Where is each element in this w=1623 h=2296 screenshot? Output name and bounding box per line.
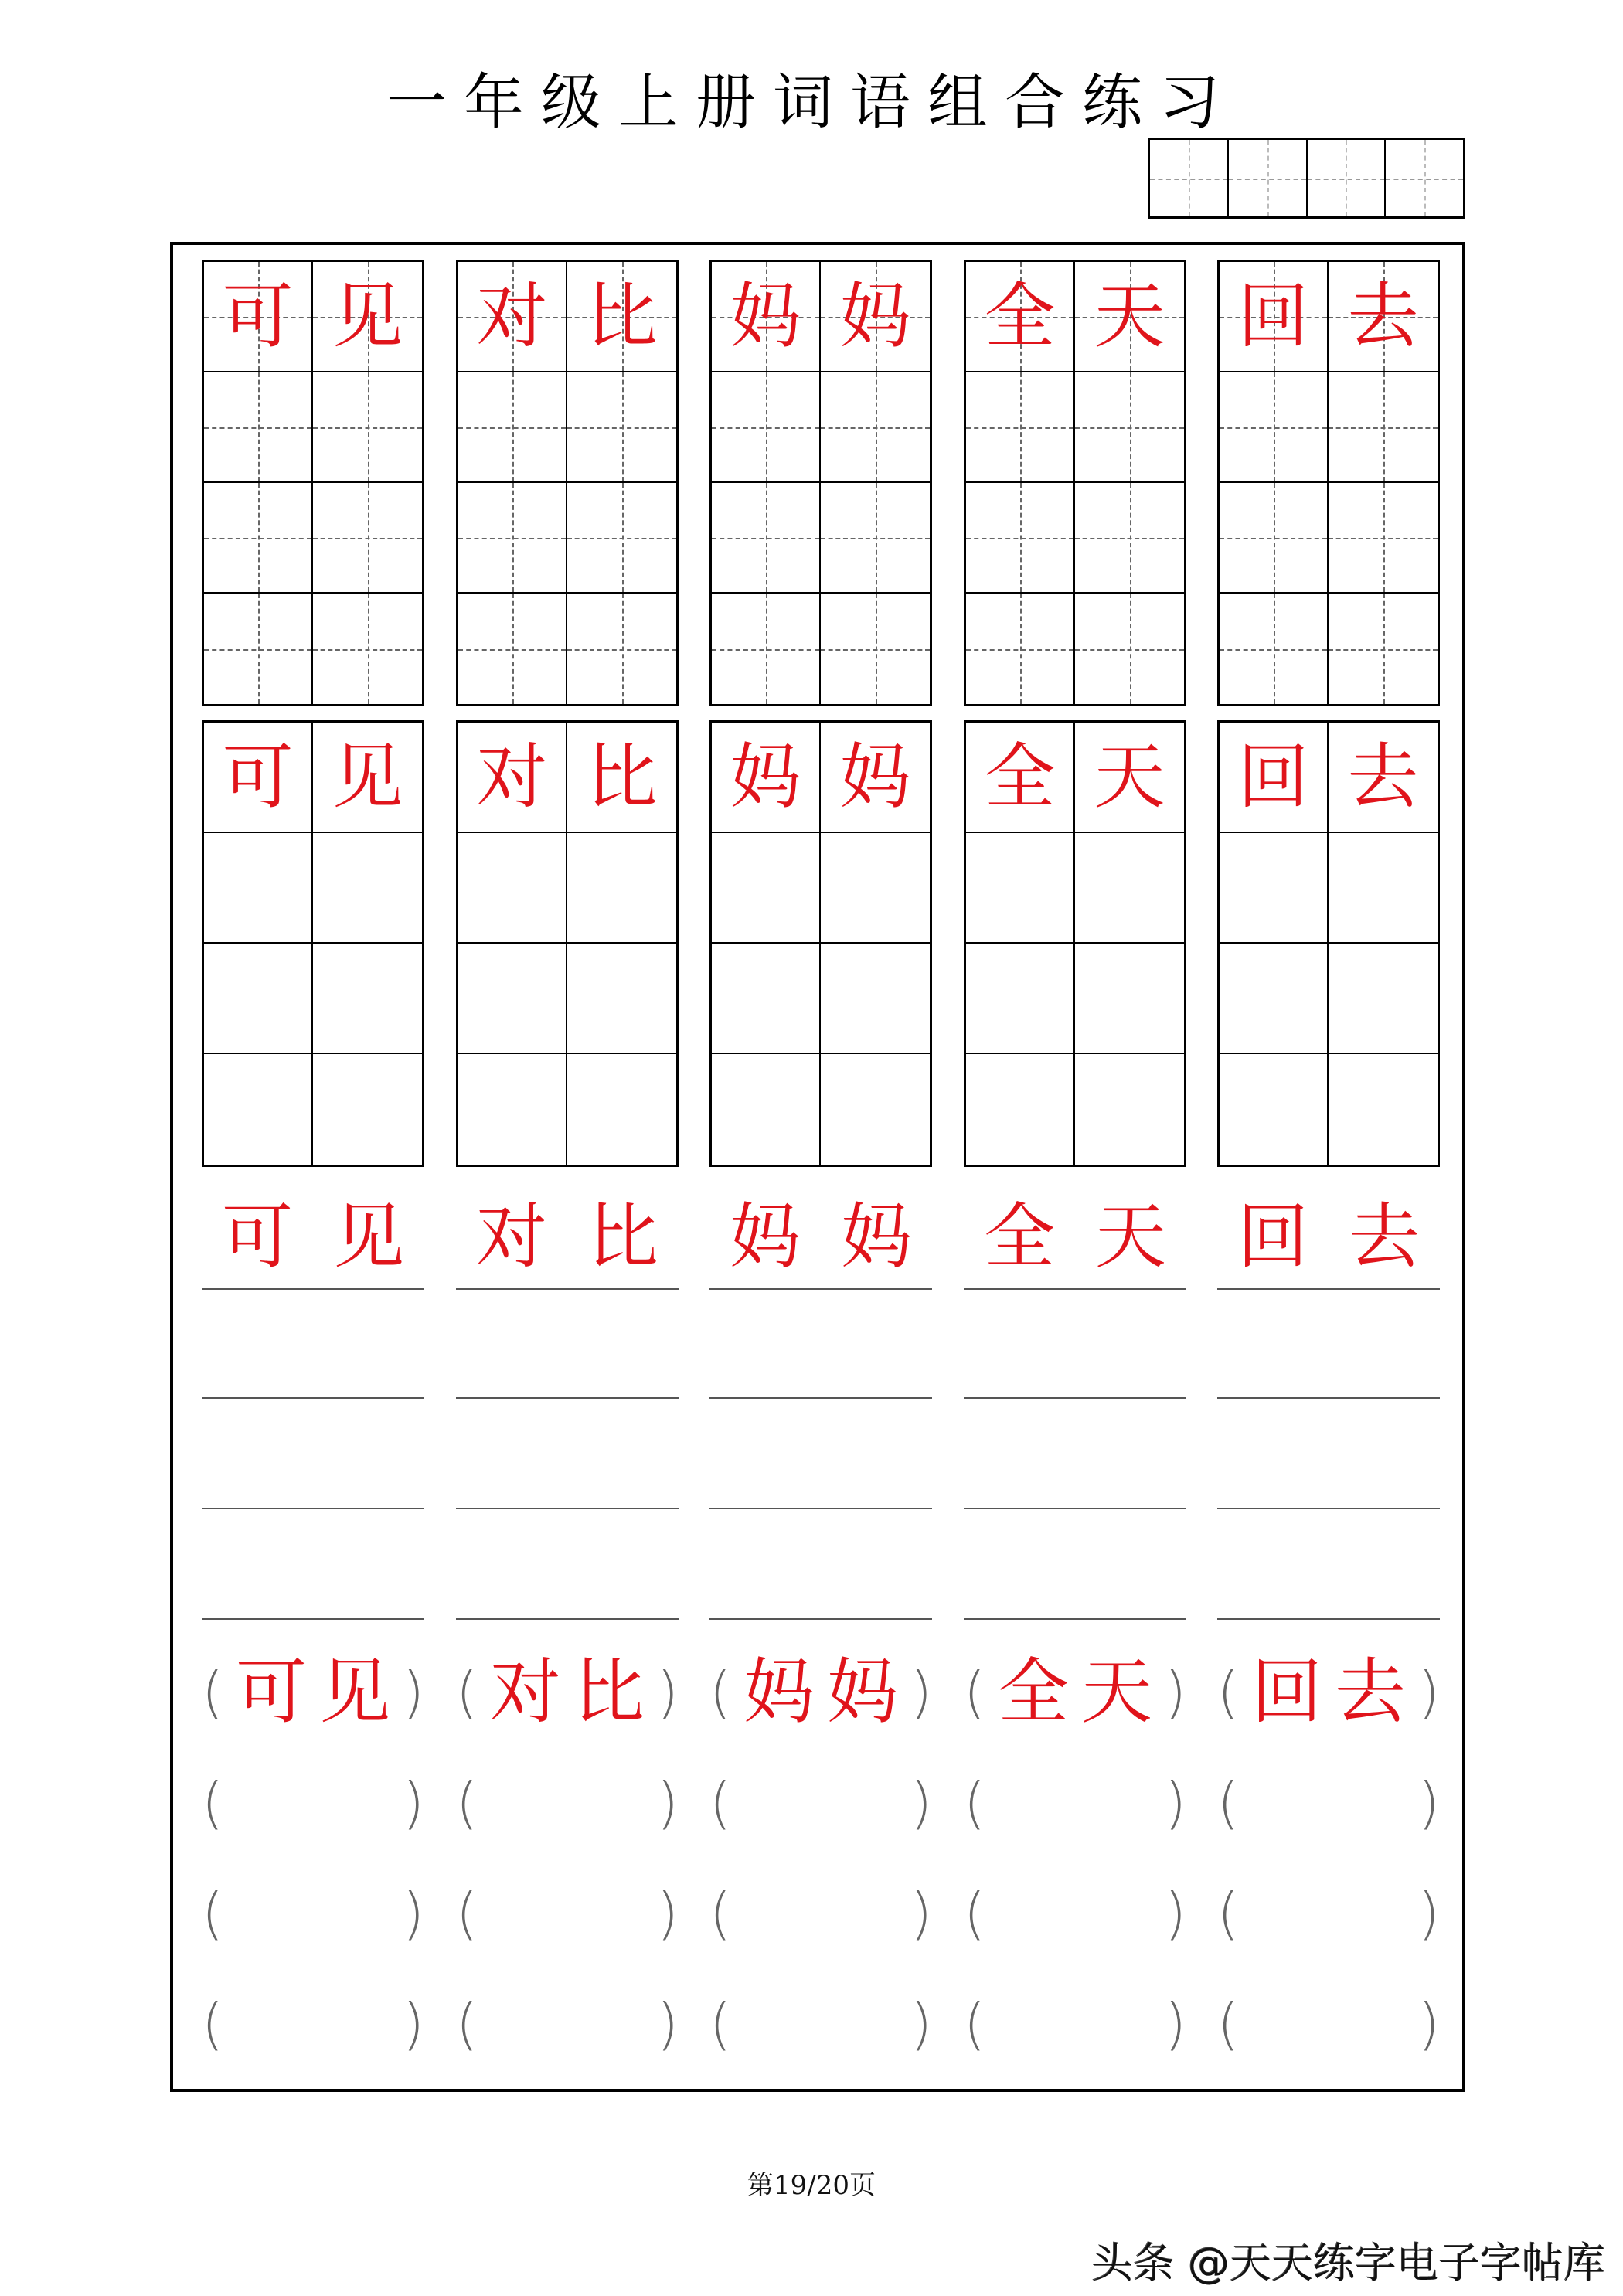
trace-character: 妈 (730, 274, 801, 358)
grid-cell (313, 723, 422, 833)
open-paren: ( (964, 1881, 986, 1946)
tianzige-grid (1217, 260, 1440, 706)
trace-character: 比 (587, 1196, 658, 1278)
grid-cell (204, 262, 313, 372)
model-paren-word (456, 1651, 679, 1733)
trace-character: 比 (586, 274, 658, 358)
grid-cell[interactable] (313, 944, 422, 1054)
open-paren: ( (709, 1992, 732, 2056)
watermark: 头条 @天天练字电子字帖库 (1091, 2239, 1606, 2287)
trace-character: 去 (1334, 1651, 1406, 1733)
model-word (964, 1196, 1186, 1278)
close-paren: ) (1164, 1881, 1186, 1946)
trace-character: 天 (1094, 274, 1165, 358)
writing-line[interactable] (456, 1508, 679, 1509)
grid-cell[interactable] (1075, 594, 1184, 704)
score-cell (1229, 140, 1308, 216)
trace-character: 可 (236, 1651, 308, 1733)
grid-cell[interactable] (966, 483, 1075, 594)
model-paren-word (964, 1651, 1186, 1733)
close-paren: ) (1417, 1992, 1440, 2056)
model-word (1217, 1196, 1440, 1278)
square-grid (709, 720, 932, 1167)
grid-cell[interactable] (821, 833, 930, 944)
grid-cell (966, 262, 1075, 372)
grid-cell[interactable] (204, 1054, 313, 1165)
writing-line[interactable] (1217, 1618, 1440, 1620)
close-paren: ) (402, 1881, 424, 1946)
grid-cell[interactable] (821, 483, 930, 594)
grid-cell[interactable] (1075, 833, 1184, 944)
trace-character: 见 (332, 735, 403, 818)
trace-character: 回 (1237, 274, 1309, 358)
writing-line[interactable] (709, 1618, 932, 1620)
writing-line[interactable] (1217, 1288, 1440, 1290)
paren-blank[interactable] (709, 1879, 932, 1948)
grid-cell[interactable] (1329, 833, 1438, 944)
grid-cell[interactable] (1329, 372, 1438, 483)
writing-line[interactable] (202, 1508, 424, 1509)
trace-character: 对 (475, 1196, 547, 1278)
open-paren: ( (202, 1660, 224, 1725)
trace-character: 妈 (743, 1651, 815, 1733)
grid-cell[interactable] (204, 483, 313, 594)
grid-cell[interactable] (567, 594, 676, 704)
grid-cell[interactable] (204, 944, 313, 1054)
model-word (456, 1196, 679, 1278)
grid-cell[interactable] (458, 944, 567, 1054)
paren-blank[interactable] (202, 1879, 424, 1948)
paren-blank[interactable] (456, 1989, 679, 2059)
grid-cell (567, 723, 676, 833)
trace-character: 去 (1348, 1196, 1420, 1278)
close-paren: ) (402, 1770, 424, 1835)
model-paren-word (1217, 1651, 1440, 1733)
worksheet-title: 一年级上册词语组合练习 (386, 68, 1237, 138)
grid-cell[interactable] (313, 483, 422, 594)
trace-character: 回 (1237, 1196, 1308, 1278)
grid-cell[interactable] (1329, 1054, 1438, 1165)
trace-character: 对 (476, 274, 548, 358)
close-paren: ) (1164, 1660, 1186, 1725)
grid-cell[interactable] (821, 594, 930, 704)
trace-character: 全 (984, 274, 1056, 358)
writing-line[interactable] (202, 1288, 424, 1290)
close-paren: ) (1164, 1770, 1186, 1835)
close-paren: ) (1417, 1881, 1440, 1946)
grid-cell (1329, 262, 1438, 372)
trace-character: 见 (332, 274, 403, 358)
grid-cell[interactable] (966, 833, 1075, 944)
model-word (709, 1196, 932, 1278)
trace-character: 妈 (840, 1196, 912, 1278)
grid-cell[interactable] (567, 372, 676, 483)
writing-line[interactable] (1217, 1397, 1440, 1399)
trace-character: 妈 (826, 1651, 898, 1733)
grid-cell[interactable] (567, 944, 676, 1054)
grid-cell (458, 262, 567, 372)
grid-cell[interactable] (712, 944, 821, 1054)
close-paren: ) (656, 1660, 679, 1725)
grid-cell[interactable] (313, 833, 422, 944)
grid-cell[interactable] (458, 833, 567, 944)
grid-cell[interactable] (1075, 483, 1184, 594)
square-grid (202, 720, 424, 1167)
tianzige-grid (456, 260, 679, 706)
open-paren: ( (709, 1881, 732, 1946)
model-paren-word (202, 1651, 424, 1733)
grid-cell[interactable] (1075, 372, 1184, 483)
grid-cell (567, 262, 676, 372)
grid-cell[interactable] (821, 1054, 930, 1165)
writing-line[interactable] (964, 1288, 1186, 1290)
trace-character: 可 (222, 735, 294, 818)
paren-blank[interactable] (964, 1989, 1186, 2059)
square-grid (1217, 720, 1440, 1167)
writing-line[interactable] (964, 1508, 1186, 1509)
close-paren: ) (656, 1881, 679, 1946)
paren-blank[interactable] (202, 1768, 424, 1838)
grid-cell (1075, 723, 1184, 833)
close-paren: ) (656, 1770, 679, 1835)
grid-cell[interactable] (1329, 594, 1438, 704)
tianzige-grid (202, 260, 424, 706)
trace-character: 比 (573, 1651, 645, 1733)
grid-cell (1220, 723, 1329, 833)
score-cell (1308, 140, 1387, 216)
trace-character: 天 (1080, 1651, 1152, 1733)
grid-cell (313, 262, 422, 372)
paren-blank[interactable] (456, 1879, 679, 1948)
close-paren: ) (910, 1881, 932, 1946)
grid-cell (712, 262, 821, 372)
score-cell (1150, 140, 1229, 216)
grid-cell[interactable] (204, 833, 313, 944)
grid-cell[interactable] (966, 944, 1075, 1054)
grid-cell[interactable] (966, 372, 1075, 483)
trace-character: 全 (984, 735, 1056, 818)
tianzige-grid (709, 260, 932, 706)
grid-cell[interactable] (821, 372, 930, 483)
grid-cell[interactable] (1075, 1054, 1184, 1165)
grid-cell[interactable] (313, 594, 422, 704)
model-paren-word (709, 1651, 932, 1733)
close-paren: ) (1164, 1992, 1186, 2056)
open-paren: ( (1217, 1881, 1240, 1946)
trace-character: 比 (586, 735, 658, 818)
paren-blank[interactable] (1217, 1768, 1440, 1838)
grid-cell (1329, 723, 1438, 833)
open-paren: ( (964, 1660, 986, 1725)
paren-blank[interactable] (456, 1768, 679, 1838)
square-grid (456, 720, 679, 1167)
grid-cell[interactable] (1220, 594, 1329, 704)
grid-cell[interactable] (1220, 944, 1329, 1054)
open-paren: ( (456, 1660, 478, 1725)
trace-character: 全 (983, 1196, 1055, 1278)
open-paren: ( (456, 1881, 478, 1946)
square-grid (964, 720, 1186, 1167)
trace-character: 妈 (839, 735, 911, 818)
open-paren: ( (1217, 1660, 1240, 1725)
writing-line[interactable] (709, 1397, 932, 1399)
grid-cell[interactable] (204, 372, 313, 483)
grid-cell (1220, 262, 1329, 372)
grid-cell[interactable] (458, 372, 567, 483)
close-paren: ) (910, 1770, 932, 1835)
trace-character: 去 (1347, 274, 1419, 358)
open-paren: ( (1217, 1992, 1240, 2056)
grid-cell[interactable] (1220, 483, 1329, 594)
grid-cell[interactable] (712, 1054, 821, 1165)
model-word (202, 1196, 424, 1278)
grid-cell[interactable] (966, 594, 1075, 704)
grid-cell[interactable] (1220, 833, 1329, 944)
trace-character: 妈 (839, 274, 911, 358)
tianzige-grid (964, 260, 1186, 706)
open-paren: ( (1217, 1770, 1240, 1835)
grid-cell (821, 723, 930, 833)
trace-character: 回 (1251, 1651, 1323, 1733)
trace-character: 天 (1094, 735, 1165, 818)
grid-cell[interactable] (313, 372, 422, 483)
trace-character: 妈 (729, 1196, 801, 1278)
trace-character: 对 (476, 735, 548, 818)
grid-cell[interactable] (712, 483, 821, 594)
close-paren: ) (402, 1660, 424, 1725)
page-number: 第19/20页 (747, 2170, 876, 2201)
grid-cell[interactable] (458, 1054, 567, 1165)
close-paren: ) (402, 1992, 424, 2056)
paren-blank[interactable] (964, 1768, 1186, 1838)
writing-line[interactable] (964, 1618, 1186, 1620)
close-paren: ) (1417, 1770, 1440, 1835)
paren-blank[interactable] (964, 1879, 1186, 1948)
trace-character: 见 (332, 1196, 404, 1278)
paren-blank[interactable] (1217, 1989, 1440, 2059)
close-paren: ) (910, 1660, 932, 1725)
grid-cell[interactable] (1329, 483, 1438, 594)
paren-blank[interactable] (709, 1768, 932, 1838)
writing-line[interactable] (456, 1618, 679, 1620)
grid-cell[interactable] (712, 594, 821, 704)
grid-cell[interactable] (712, 372, 821, 483)
paren-blank[interactable] (202, 1989, 424, 2059)
open-paren: ( (456, 1992, 478, 2056)
grid-cell[interactable] (567, 1054, 676, 1165)
trace-character: 妈 (730, 735, 801, 818)
close-paren: ) (910, 1992, 932, 2056)
open-paren: ( (202, 1992, 224, 2056)
writing-line[interactable] (202, 1397, 424, 1399)
writing-line[interactable] (456, 1397, 679, 1399)
grid-cell[interactable] (712, 833, 821, 944)
grid-cell[interactable] (1329, 944, 1438, 1054)
close-paren: ) (656, 1992, 679, 2056)
open-paren: ( (709, 1660, 732, 1725)
open-paren: ( (964, 1770, 986, 1835)
grid-cell[interactable] (313, 1054, 422, 1165)
grid-cell[interactable] (458, 594, 567, 704)
close-paren: ) (1417, 1660, 1440, 1725)
writing-line[interactable] (202, 1618, 424, 1620)
trace-character: 去 (1347, 735, 1419, 818)
grid-cell[interactable] (1075, 944, 1184, 1054)
grid-cell[interactable] (567, 483, 676, 594)
score-cell (1386, 140, 1463, 216)
paren-blank[interactable] (1217, 1879, 1440, 1948)
score-box (1148, 138, 1465, 219)
grid-cell (204, 723, 313, 833)
trace-character: 可 (221, 1196, 293, 1278)
grid-cell (966, 723, 1075, 833)
trace-character: 全 (998, 1651, 1070, 1733)
grid-cell[interactable] (1220, 372, 1329, 483)
grid-cell[interactable] (204, 594, 313, 704)
trace-character: 对 (490, 1651, 562, 1733)
trace-character: 见 (318, 1651, 390, 1733)
grid-cell[interactable] (567, 833, 676, 944)
open-paren: ( (456, 1770, 478, 1835)
grid-cell[interactable] (966, 1054, 1075, 1165)
open-paren: ( (964, 1992, 986, 2056)
writing-line[interactable] (709, 1288, 932, 1290)
trace-character: 回 (1237, 735, 1309, 818)
grid-cell[interactable] (821, 944, 930, 1054)
grid-cell (712, 723, 821, 833)
paren-blank[interactable] (709, 1989, 932, 2059)
grid-cell[interactable] (1220, 1054, 1329, 1165)
writing-line[interactable] (1217, 1508, 1440, 1509)
open-paren: ( (709, 1770, 732, 1835)
writing-line[interactable] (456, 1288, 679, 1290)
writing-line[interactable] (964, 1397, 1186, 1399)
grid-cell (1075, 262, 1184, 372)
writing-line[interactable] (709, 1508, 932, 1509)
trace-character: 可 (222, 274, 294, 358)
trace-character: 天 (1094, 1196, 1166, 1278)
grid-cell (821, 262, 930, 372)
grid-cell (458, 723, 567, 833)
open-paren: ( (202, 1881, 224, 1946)
grid-cell[interactable] (458, 483, 567, 594)
open-paren: ( (202, 1770, 224, 1835)
